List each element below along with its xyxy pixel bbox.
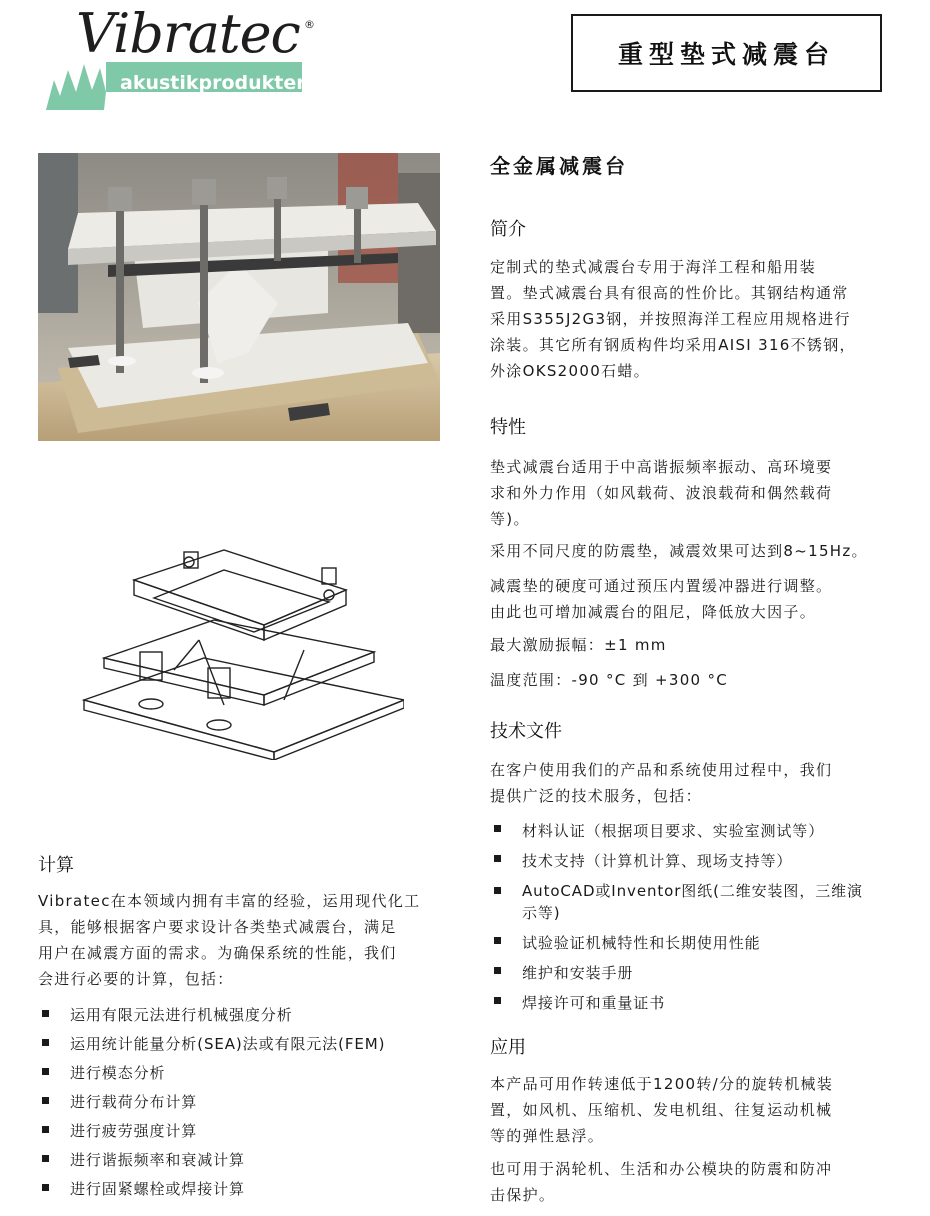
intro-line: 采用S355J2G3钢，并按照海洋工程应用规格进行 (490, 310, 851, 328)
apps-line: 也可用于涡轮机、生活和办公模块的防震和防冲 (490, 1160, 833, 1178)
calc-heading: 计算 (38, 855, 74, 876)
bullet-square-icon (42, 1155, 49, 1162)
calc-list-item: 运用统计能量分析(SEA)法或有限元法(FEM) (42, 1030, 452, 1059)
calc-intro-line: 具，能够根据客户要求设计各类垫式减震台，满足 (38, 918, 397, 936)
apps-line: 等的弹性悬浮。 (490, 1127, 605, 1145)
product-photo-image (38, 153, 440, 441)
features-paragraph-2: 采用不同尺度的防震垫，减震效果可达到8~15Hz。 (490, 542, 868, 560)
calc-list-item: 进行模态分析 (42, 1059, 452, 1088)
intro-heading: 简介 (490, 219, 526, 240)
intro-line: 置。垫式减震台具有很高的性价比。其钢结构通常 (490, 284, 849, 302)
bullet-square-icon (42, 1010, 49, 1017)
features-paragraph-1 (490, 454, 832, 532)
logo-tagline: akustikprodukter (120, 72, 306, 94)
docs-list-item: 材料认证（根据项目要求、实验室测试等） (494, 816, 894, 846)
features-max-amplitude: 最大激励振幅：±1 mm (490, 636, 667, 654)
apps-heading: 应用 (490, 1037, 526, 1058)
calc-list-item: 运用有限元法进行机械强度分析 (42, 1001, 452, 1030)
features-paragraph-3 (490, 573, 832, 625)
calc-list-item: 进行疲劳强度计算 (42, 1117, 452, 1146)
features-temperature-range: 温度范围：-90 °C 到 +300 °C (490, 671, 729, 689)
docs-intro-line: 提供广泛的技术服务，包括： (490, 787, 702, 805)
bullet-square-icon (494, 937, 501, 944)
document-title-box (571, 14, 882, 92)
docs-intro (490, 757, 832, 809)
bullet-square-icon (494, 997, 501, 1004)
docs-list-item: 维护和安装手册 (494, 958, 894, 988)
bullet-square-icon (494, 855, 501, 862)
features-line: 求和外力作用（如风载荷、波浪载荷和偶然载荷 (490, 484, 833, 502)
product-photo (38, 153, 440, 441)
calc-intro (38, 888, 420, 992)
document-title: 重型垫式减震台 (617, 40, 835, 69)
features-line: 垫式减震台适用于中高谐振频率振动、高环境要 (490, 458, 833, 476)
intro-paragraph (490, 254, 856, 384)
bullet-square-icon (494, 887, 501, 894)
features-line: 减震垫的硬度可通过预压内置缓冲器进行调整。 (490, 577, 833, 595)
apps-line: 置，如风机、压缩机、发电机组、往复运动机械 (490, 1101, 833, 1119)
calc-intro-line: 用户在减震方面的需求。为确保系统的性能，我们 (38, 944, 397, 962)
intro-line: 涂装。其它所有钢质构件均采用AISI 316不锈钢， (490, 336, 856, 354)
product-line-drawing-image (74, 540, 404, 760)
apps-paragraph-2 (490, 1156, 832, 1208)
calc-list-item: 进行固紧螺栓或焊接计算 (42, 1175, 452, 1204)
logo-registered-mark: ® (304, 18, 315, 31)
calc-list (42, 1001, 452, 1204)
main-section-title: 全金属减震台 (490, 154, 628, 178)
bullet-square-icon (494, 967, 501, 974)
bullet-square-icon (42, 1097, 49, 1104)
intro-line: 定制式的垫式减震台专用于海洋工程和船用装 (490, 258, 817, 276)
bullet-square-icon (42, 1039, 49, 1046)
apps-line: 击保护。 (490, 1186, 556, 1204)
docs-list-item: 焊接许可和重量证书 (494, 988, 894, 1018)
docs-heading: 技术文件 (490, 721, 562, 742)
product-line-drawing (74, 540, 404, 760)
bullet-square-icon (42, 1184, 49, 1191)
bullet-square-icon (42, 1126, 49, 1133)
docs-list-item: AutoCAD或Inventor图纸(二维安装图，三维演 示等) (494, 876, 894, 928)
calc-list-item: 进行载荷分布计算 (42, 1088, 452, 1117)
calc-intro-line: 会进行必要的计算，包括： (38, 970, 234, 988)
logo-brand-text: Vibratec (76, 2, 300, 65)
apps-line: 本产品可用作转速低于1200转/分的旋转机械装 (490, 1075, 834, 1093)
calc-intro-line: Vibratec在本领域内拥有丰富的经验，运用现代化工 (38, 892, 421, 910)
intro-line: 外涂OKS2000石蜡。 (490, 362, 650, 380)
features-line: 由此也可增加减震台的阻尼，降低放大因子。 (490, 603, 817, 621)
vibratec-logo (46, 4, 336, 114)
features-line: 等)。 (490, 510, 530, 528)
features-heading: 特性 (490, 417, 526, 438)
bullet-square-icon (42, 1068, 49, 1075)
bullet-square-icon (494, 825, 501, 832)
calc-list-item: 进行谐振频率和衰减计算 (42, 1146, 452, 1175)
docs-list (494, 816, 894, 1018)
docs-list-item: 试验验证机械特性和长期使用性能 (494, 928, 894, 958)
docs-list-item: 技术支持（计算机计算、现场支持等） (494, 846, 894, 876)
docs-intro-line: 在客户使用我们的产品和系统使用过程中，我们 (490, 761, 833, 779)
apps-paragraph-1 (490, 1071, 833, 1149)
